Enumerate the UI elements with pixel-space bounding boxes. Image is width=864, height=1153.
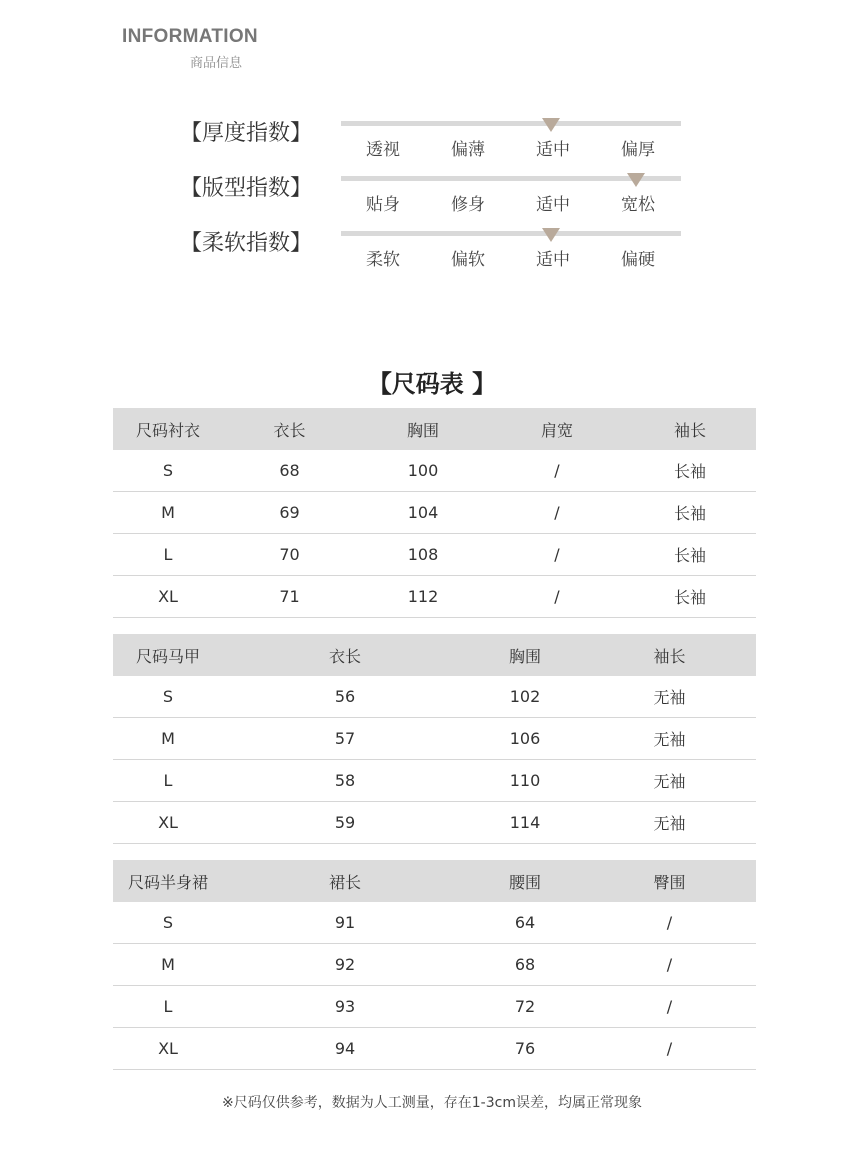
index-option: 宽松 <box>621 195 655 215</box>
table-cell: 94 <box>223 1028 467 1070</box>
table-cell: 无袖 <box>583 718 756 760</box>
index-option: 偏软 <box>451 250 485 270</box>
table-cell: 70 <box>223 534 356 576</box>
table-cell: 无袖 <box>583 760 756 802</box>
table-row <box>113 986 756 1028</box>
table-cell: 无袖 <box>583 676 756 718</box>
table-cell: 68 <box>467 944 583 986</box>
table-row <box>113 576 756 618</box>
table-cell: M <box>113 492 223 534</box>
table-cell: L <box>113 534 223 576</box>
table-row <box>113 902 756 944</box>
table-cell: 长袖 <box>624 576 756 618</box>
header-cell: 胸围 <box>467 634 583 676</box>
table-header-row <box>113 860 756 902</box>
index-option: 透视 <box>366 140 400 160</box>
index-marker-icon <box>542 228 560 242</box>
table-cell: / <box>490 534 624 576</box>
table-cell: / <box>583 902 756 944</box>
fit-index <box>0 171 864 221</box>
table-cell: 71 <box>223 576 356 618</box>
table-cell: / <box>490 492 624 534</box>
table-cell: 102 <box>467 676 583 718</box>
table-cell: L <box>113 986 223 1028</box>
table-cell: S <box>113 902 223 944</box>
header-cell: 胸围 <box>356 408 490 450</box>
table-cell: 64 <box>467 902 583 944</box>
table-cell: 106 <box>467 718 583 760</box>
table-cell: 59 <box>223 802 467 844</box>
header-title-cn: 商品信息 <box>190 56 243 71</box>
shirt-size-table <box>113 408 756 618</box>
header-cell: 臀围 <box>583 860 756 902</box>
table-cell: / <box>583 944 756 986</box>
table-cell: / <box>583 1028 756 1070</box>
table-row <box>113 718 756 760</box>
size-chart-title: 【尺码表 】 <box>367 370 497 398</box>
table-row <box>113 944 756 986</box>
vest-size-table <box>113 634 756 844</box>
table-cell: 108 <box>356 534 490 576</box>
index-marker-icon <box>627 173 645 187</box>
index-track <box>341 121 681 126</box>
header-cell: 裙长 <box>223 860 467 902</box>
table-cell: 114 <box>467 802 583 844</box>
index-option: 柔软 <box>366 250 400 270</box>
table-cell: 56 <box>223 676 467 718</box>
index-option: 适中 <box>536 140 570 160</box>
size-disclaimer: ※尺码仅供参考，数据为人工测量，存在1-3cm误差，均属正常现象 <box>222 1095 642 1111</box>
index-option: 偏硬 <box>621 250 655 270</box>
index-option: 适中 <box>536 250 570 270</box>
table-cell: 100 <box>356 450 490 492</box>
table-cell: M <box>113 718 223 760</box>
index-option: 偏薄 <box>451 140 485 160</box>
skirt-size-table <box>113 860 756 1070</box>
index-option: 修身 <box>451 195 485 215</box>
table-cell: 112 <box>356 576 490 618</box>
header-cell: 尺码半身裙 <box>113 860 223 902</box>
index-label: 【版型指数】 <box>180 176 313 201</box>
index-track <box>341 231 681 236</box>
table-row <box>113 760 756 802</box>
header-cell: 衣长 <box>223 408 356 450</box>
table-cell: 76 <box>467 1028 583 1070</box>
table-row <box>113 534 756 576</box>
table-header-row <box>113 634 756 676</box>
table-cell: XL <box>113 802 223 844</box>
softness-index <box>0 226 864 276</box>
table-cell: / <box>583 986 756 1028</box>
table-cell: XL <box>113 576 223 618</box>
table-cell: 93 <box>223 986 467 1028</box>
table-row <box>113 802 756 844</box>
table-cell: 58 <box>223 760 467 802</box>
table-cell: 69 <box>223 492 356 534</box>
table-row <box>113 676 756 718</box>
table-row <box>113 1028 756 1070</box>
table-cell: 57 <box>223 718 467 760</box>
table-row <box>113 492 756 534</box>
table-cell: 68 <box>223 450 356 492</box>
table-cell: 104 <box>356 492 490 534</box>
table-cell: 91 <box>223 902 467 944</box>
header-title-en: INFORMATION <box>122 26 258 47</box>
table-cell: 92 <box>223 944 467 986</box>
table-cell: 长袖 <box>624 492 756 534</box>
index-option: 适中 <box>536 195 570 215</box>
table-cell: / <box>490 450 624 492</box>
table-header-row <box>113 408 756 450</box>
table-cell: S <box>113 450 223 492</box>
table-cell: 110 <box>467 760 583 802</box>
header-cell: 尺码衬衣 <box>113 408 223 450</box>
table-cell: L <box>113 760 223 802</box>
header-cell: 衣长 <box>223 634 467 676</box>
table-cell: M <box>113 944 223 986</box>
table-cell: 无袖 <box>583 802 756 844</box>
table-cell: 长袖 <box>624 534 756 576</box>
index-option: 偏厚 <box>621 140 655 160</box>
thickness-index <box>0 116 864 166</box>
header-cell: 袖长 <box>624 408 756 450</box>
table-cell: XL <box>113 1028 223 1070</box>
header-cell: 尺码马甲 <box>113 634 223 676</box>
header-cell: 袖长 <box>583 634 756 676</box>
table-cell: S <box>113 676 223 718</box>
table-row <box>113 450 756 492</box>
header-cell: 腰围 <box>467 860 583 902</box>
table-cell: 72 <box>467 986 583 1028</box>
header-cell: 肩宽 <box>490 408 624 450</box>
table-cell: / <box>490 576 624 618</box>
index-track <box>341 176 681 181</box>
index-label: 【柔软指数】 <box>180 231 313 256</box>
table-cell: 长袖 <box>624 450 756 492</box>
index-option: 贴身 <box>366 195 400 215</box>
index-label: 【厚度指数】 <box>180 121 313 146</box>
index-marker-icon <box>542 118 560 132</box>
